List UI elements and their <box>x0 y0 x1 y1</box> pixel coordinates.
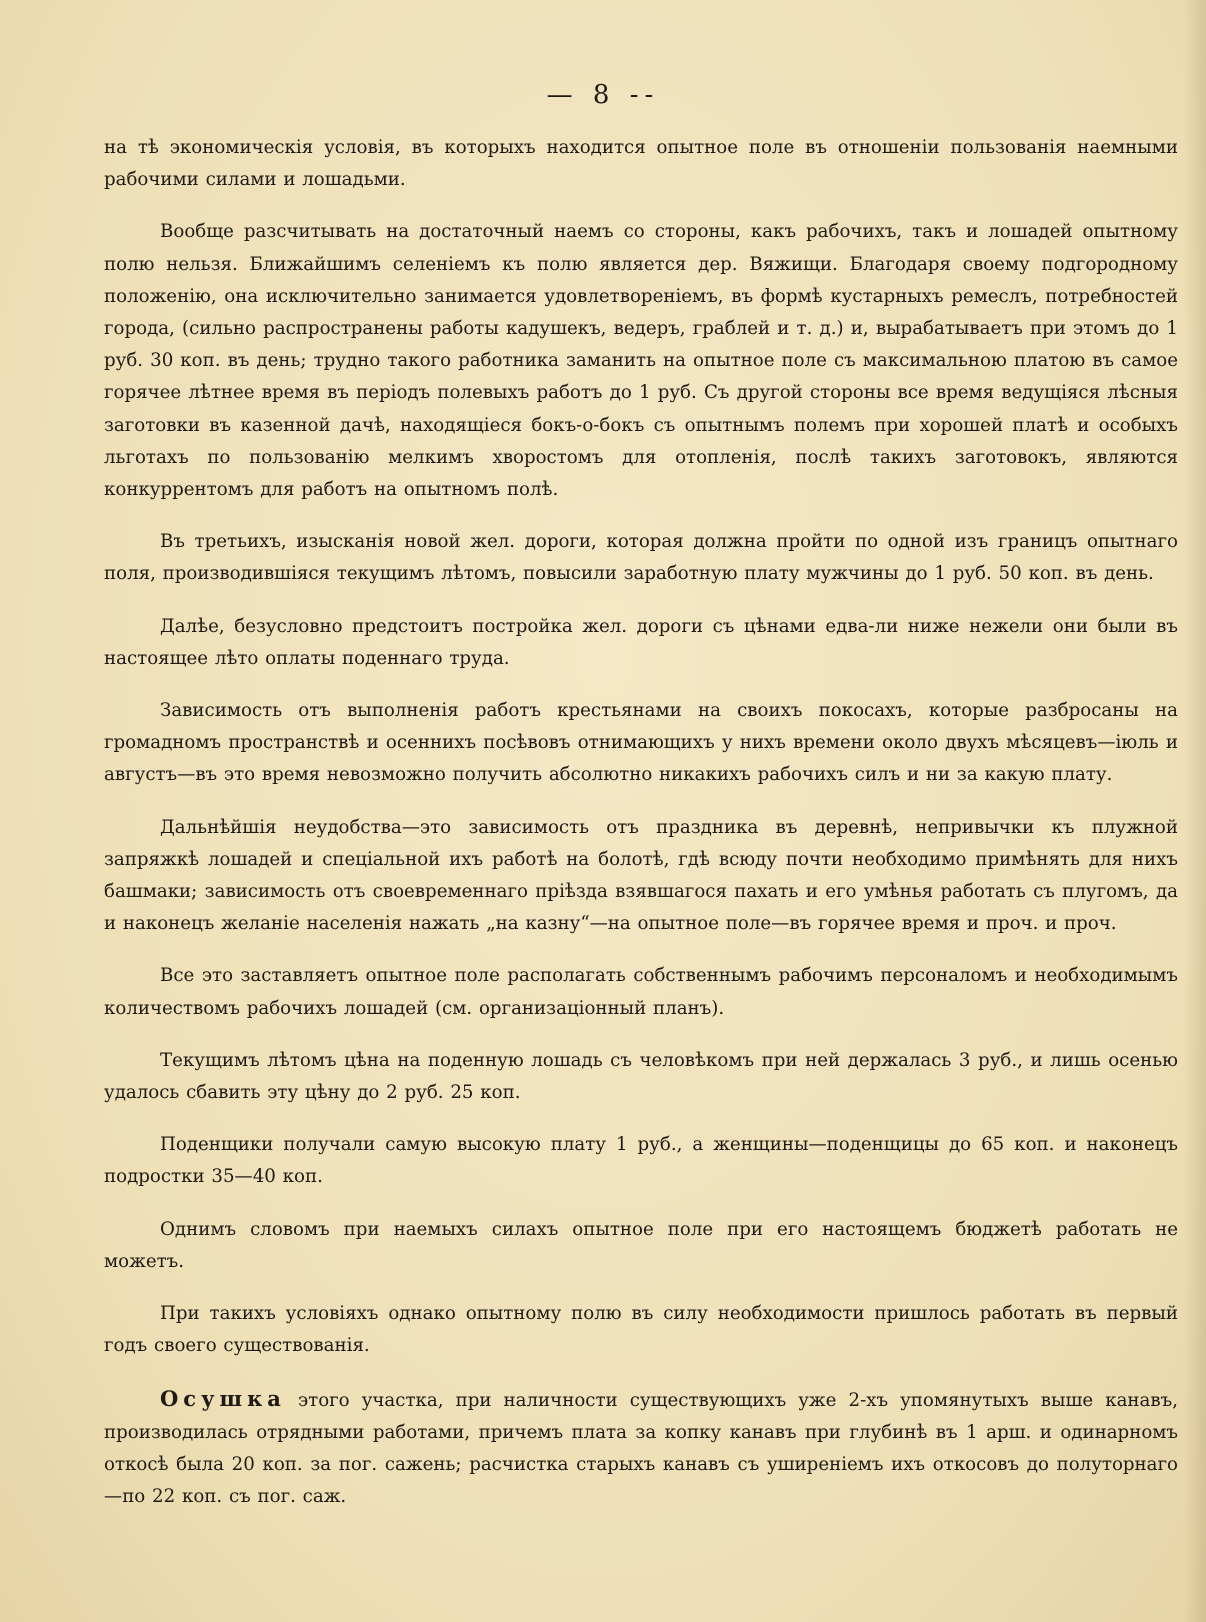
paragraph-12-text: этого участка, при наличности существующихъ уже 2-хъ упомянутыхъ выше канавъ, производилась отрядными работами, причемъ плата за копку канавъ при глубинѣ въ 1 арш. и одинарномъ откосѣ была 20 коп. за пог. сажень; расчистка старыхъ канавъ съ уширеніемъ ихъ откосовъ до полуторнаго—по 22 коп. съ пог. саж. <box>104 1389 1178 1508</box>
paragraph-4: Далѣе, безусловно предстоитъ постройка жел. дороги съ цѣнами едва-ли ниже нежели они были въ настоящее лѣто оплаты поденнаго труда. <box>104 615 1178 669</box>
paragraph-8: Текущимъ лѣтомъ цѣна на поденную лошадь съ человѣкомъ при ней держалась 3 руб., и лишь осенью удалось сбавить эту цѣну до 2 руб. 25 коп. <box>104 1049 1178 1104</box>
paragraph-9: Поденщики получали самую высокую плату 1 руб., а женщины—поденщицы до 65 коп. и наконецъ подростки 35—40 коп. <box>104 1134 1178 1188</box>
paragraph-3: Въ третьихъ, изысканія новой жел. дороги, которая должна пройти по одной изъ границъ опытнаго поля, производившіяся текущимъ лѣтомъ, повысили заработную плату мужчины до 1 руб. 50 коп. въ день. <box>104 531 1178 585</box>
paragraph-6: Дальнѣйшія неудобства—это зависимость отъ праздника въ деревнѣ, непривычки къ плужной запряжкѣ лошадей и спеціальной ихъ работѣ на болотѣ, гдѣ всюду почти необходимо примѣнять для нихъ башмаки; зависимость отъ своевременнаго пріѣзда взявшагося пахать и его умѣнья работать съ плугомъ, да и наконецъ желаніе населенія нажать „на казну“—на опытное поле—въ горячее время и проч. и проч. <box>104 816 1178 935</box>
paragraph-10: Однимъ словомъ при наемыхъ силахъ опытное поле при его настоящемъ бюджетѣ работать не можетъ. <box>104 1218 1178 1272</box>
paragraph-11: При такихъ условіяхъ однако опытному полю въ силу необходимости пришлось работать въ первый годъ своего существованія. <box>104 1303 1178 1357</box>
paragraph-7: Все это заставляетъ опытное поле располагать собственнымъ рабочимъ персоналомъ и необходимымъ количествомъ рабочихъ лошадей (см. организаціонный планъ). <box>104 965 1178 1019</box>
paragraph-5: Зависимость отъ выполненія работъ крестьянами на своихъ покосахъ, которые разбросаны на громадномъ пространствѣ и осеннихъ посѣвовъ отнимающихъ у нихъ времени около двухъ мѣсяцевъ—іюль и августъ—въ это время невозможно получить абсолютно никакихъ рабочихъ силъ и ни за какую плату. <box>104 700 1178 786</box>
paragraph-1: на тѣ экономическія условія, въ которыхъ находится опытное поле въ отношеніи пользованія наемными рабочими силами и лошадьми. <box>104 137 1178 191</box>
page-number: — 8 -- <box>546 80 660 110</box>
page-edge-shadow <box>1184 0 1206 1622</box>
paragraph-12 <box>104 1383 1178 1514</box>
paragraph-2: Вообще разсчитывать на достаточный наемъ со стороны, какъ рабочихъ, такъ и лошадей опытному полю нельзя. Ближайшимъ селеніемъ къ полю является дер. Вяжищи. Благодаря своему подгородному положенію, она исключительно занимается удовлетвореніемъ, въ формѣ кустарныхъ ремеслъ, потребностей города, (сильно распространены работы кадушекъ, ведеръ, граблей и т. д.) и, вырабатываетъ при этомъ до 1 руб. 30 коп. въ день; трудно такого работника заманить на опытное поле съ максимальною платою въ самое горячее лѣтнее время въ періодъ полевыхъ работъ до 1 руб. Съ другой стороны все время ведущіяся лѣсныя заготовки въ казенной дачѣ, находящіеся бокъ-о-бокъ съ опытнымъ полемъ при хорошей платѣ и особыхъ льготахъ по пользованію мелкимъ хворостомъ для отопленія, послѣ такихъ заготовокъ, являются конкуррентомъ для работъ на опытномъ полѣ. <box>104 221 1178 501</box>
paragraph-lead-word: Осушка <box>160 1385 286 1411</box>
body-text <box>104 132 1178 1533</box>
